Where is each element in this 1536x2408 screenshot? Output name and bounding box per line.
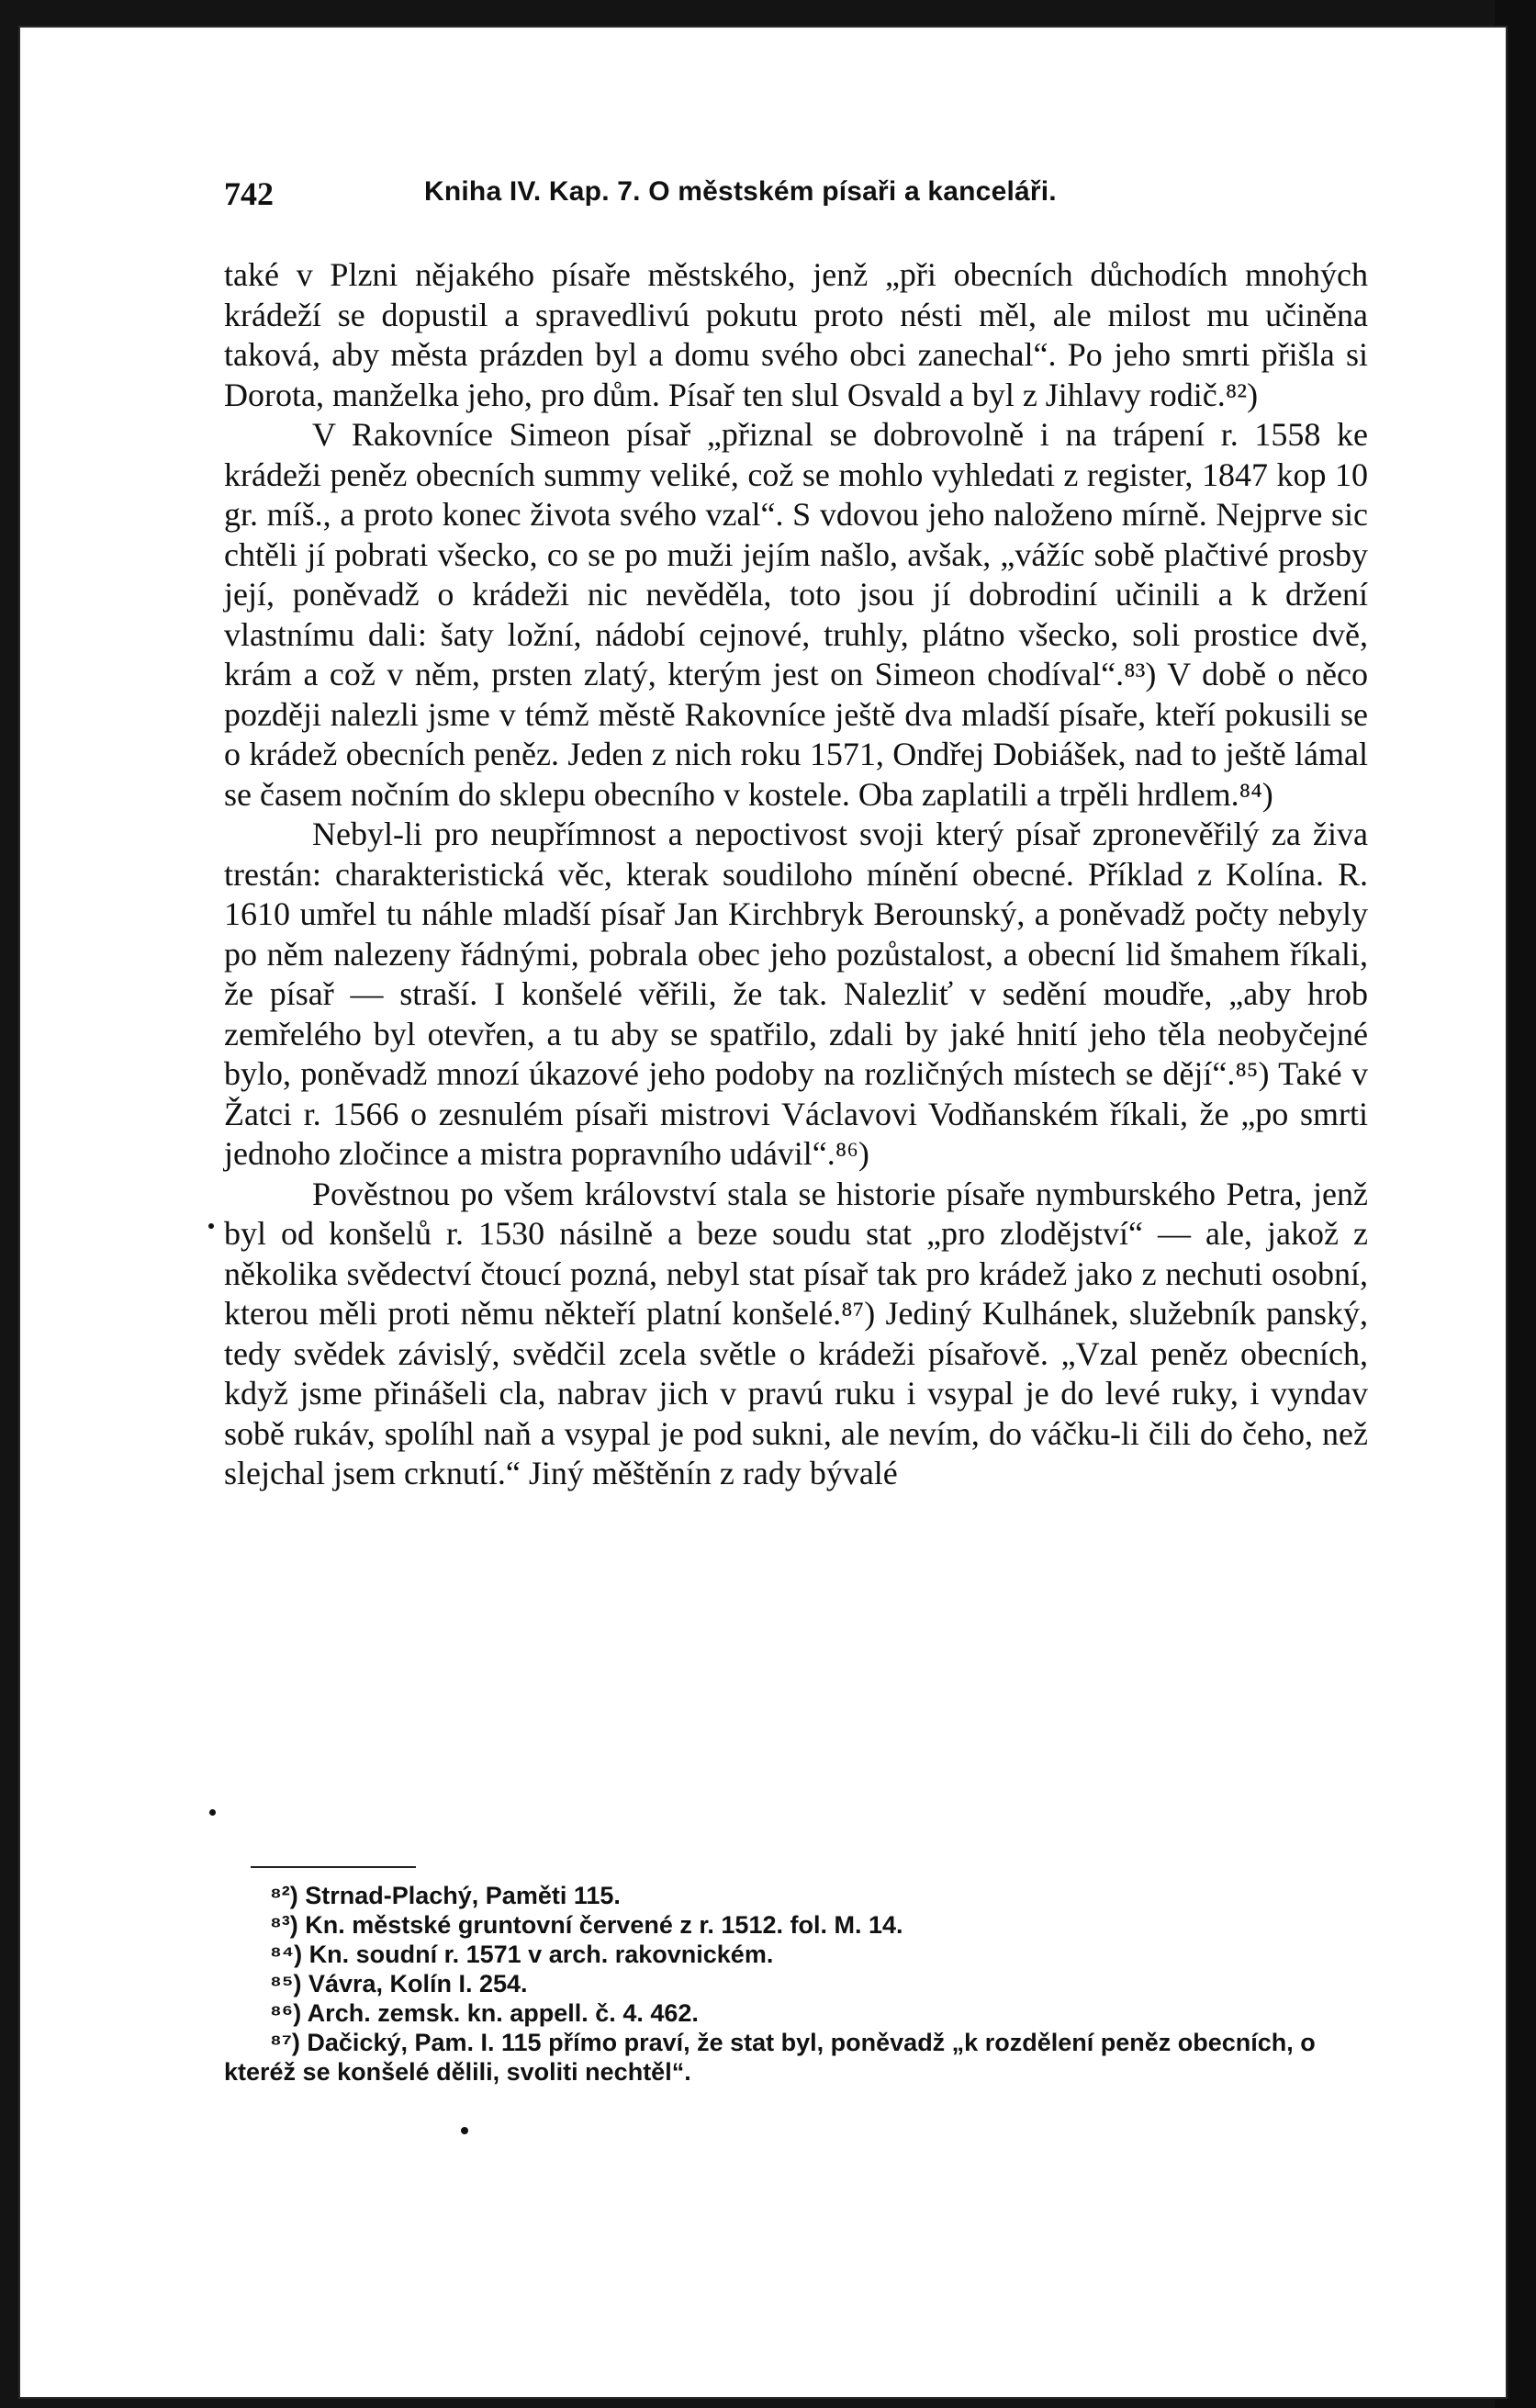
- footnote: ⁸⁴) Kn. soudní r. 1571 v arch. rakovnickém.: [270, 1941, 774, 1968]
- footnote: ⁸²) Strnad-Plachý, Paměti 115.: [270, 1882, 621, 1909]
- footnote: ⁸⁷) Dačický, Pam. I. 115 přímo praví, že stat byl, poněvadž „k rozdělení peněz obecních, o kteréž se konšelé dělili, svoliti nechtěl“.: [224, 2029, 1316, 2086]
- scan-speck: [209, 1809, 216, 1816]
- paragraph: Pověstnou po všem království stala se historie písaře nymburského Petra, jenž byl od konšelů r. 1530 násilně a beze soudu stat „pro zlodějství“ — ale, jakož z několika svědectví čtoucí pozná, nebyl stat písař tak pro krádež jako z nechuti osobní, kterou měli proti němu někteří platní konšelé.⁸⁷) Jediný Kulhánek, služebník panský, tedy svědek závislý, svědčil zcela světle o krádeži písařově. „Vzal peněz obecních, když jsme přinášeli cla, nabrav jich v pravú ruku i vsypal je do levé ruky, i vyndav sobě rukáv, spolíhl naň a vsypal je pod sukni, ale nevím, do váčku-li čili do čeho, než slejchal jsem crknutí.“ Jiný měštěnín z rady bývalé: [224, 1175, 1368, 1491]
- footnote: ⁸⁵) Vávra, Kolín I. 254.: [270, 1970, 528, 1997]
- footnote: ⁸³) Kn. městské gruntovní červené z r. 1512. fol. M. 14.: [270, 1911, 903, 1939]
- running-title: Kniha IV. Kap. 7. O městském písaři a kanceláři.: [424, 176, 1057, 207]
- footnote-divider: [251, 1866, 416, 1868]
- footnote: ⁸⁶) Arch. zemsk. kn. appell. č. 4. 462.: [270, 1999, 699, 2027]
- scan-speck: [461, 2127, 468, 2134]
- page-header: [224, 174, 1368, 220]
- paragraph: také v Plzni nějakého písaře městského, jenž „při obecních důchodích mnohých krádeží se dopustil a spravedlivú pokutu proto nésti měl, ale milost mu učiněna taková, aby města prázden byl a domu svého obci zanechal“. Po jeho smrti přišla si Dorota, manželka jeho, pro dům. Písař ten slul Osvald a byl z Jihlavy rodič.⁸²): [224, 256, 1368, 413]
- footnotes: [224, 1881, 1368, 2087]
- paragraph: V Rakovníce Simeon písař „přiznal se dobrovolně i na trápení r. 1558 ke krádeži peněz obecních summy veliké, což se mohlo vyhledati z register, 1847 kop 10 gr. míš., a proto konec života svého vzal“. S vdovou jeho naloženo mírně. Nejprve sic chtěli jí pobrati všecko, co se po muži jejím našlo, avšak, „vážíc sobě plačtivé prosby její, poněvadž o krádeži nic nevěděla, toto jsou jí dobrodiní učinili a k držení vlastnímu dali: šaty ložní, nádobí cejnové, truhly, plátno všecko, soli prostice dvě, krám a což v něm, prsten zlatý, kterým jest on Simeon chodíval“.⁸³) V době o něco později nalezli jsme v témž městě Rakovníce ještě dva mladší písaře, kteří pokusili se o krádež obecních peněz. Jeden z nich roku 1571, Ondřej Dobiášek, nad to ještě lámal se časem nočním do sklepu obecního v kostele. Oba zaplatili a trpěli hrdlem.⁸⁴): [224, 416, 1368, 813]
- scan-speck: [208, 1223, 214, 1229]
- page-number: 742: [224, 175, 274, 212]
- main-text: [224, 255, 1368, 1494]
- paragraph: Nebyl-li pro neupřímnost a nepoctivost svoji který písař zpronevěřilý za živa trestán: charakteristická věc, kterak soudiloho mínění obecné. Příklad z Kolína. R. 1610 umřel tu náhle mladší písař Jan Kirchbryk Berounský, a poněvadž počty nebyly po něm nalezeny řádnými, pobrala obec jeho pozůstalost, a obecní lid šmahem říkali, že písař — straší. I konšelé věřili, že tak. Nalezliť v sedění moudře, „aby hrob zemřelého byl otevřen, a tu aby se spatřilo, zdali by jaké hnití jeho těla neobyčejné bylo, poněvadž mnozí úkazové jeho podoby na rozličných místech se dějí“.⁸⁵) Také v Žatci r. 1566 o zesnulém písaři mistrovi Václavovi Vodňanském říkali, že „po smrti jednoho zločince a mistra popravního udávil“.⁸⁶): [224, 816, 1368, 1172]
